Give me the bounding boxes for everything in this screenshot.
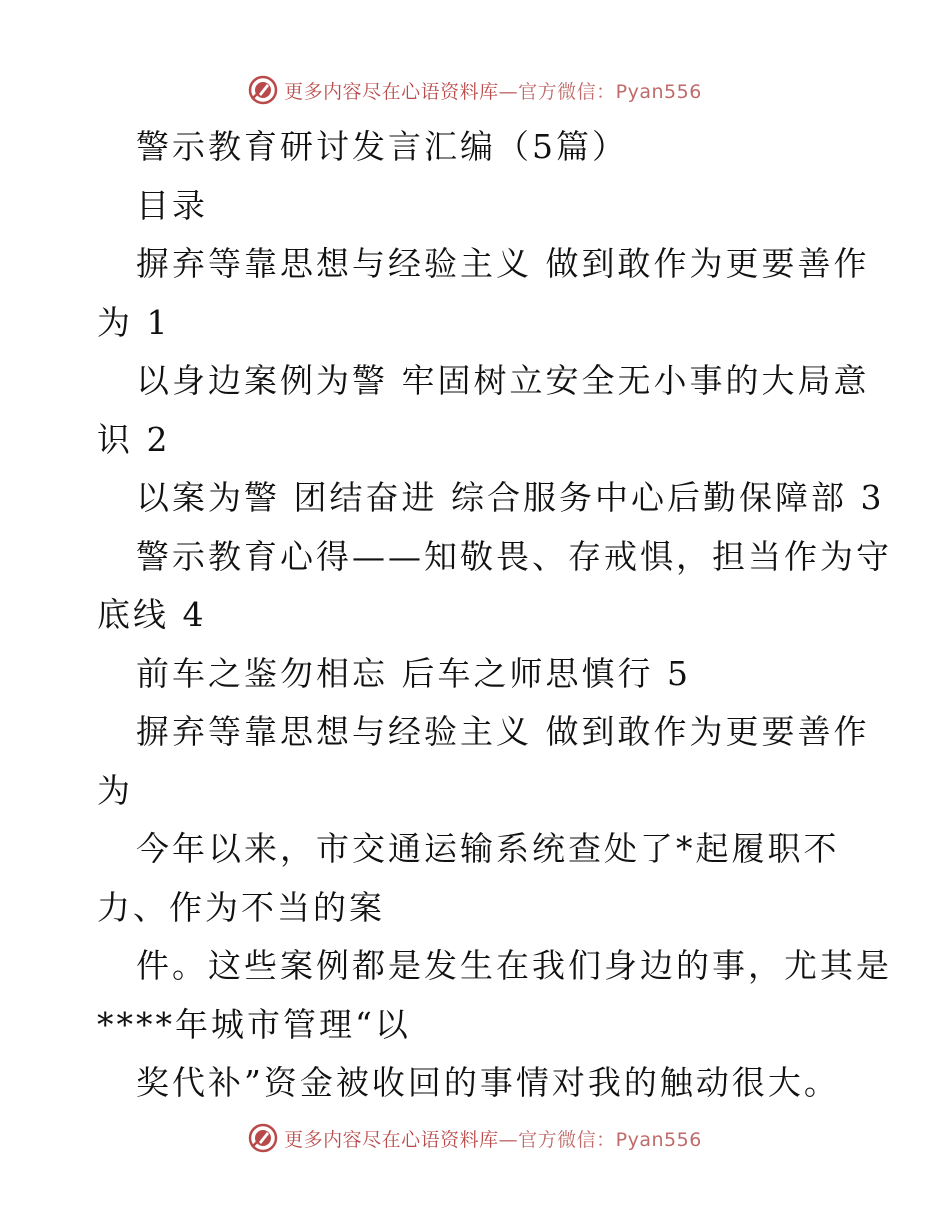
toc-item-4: 警示教育心得——知敬畏、存戒惧，担当作为守: [136, 536, 892, 576]
header-banner: [0, 70, 950, 110]
toc-item-1: 摒弃等靠思想与经验主义 做到敢作为更要善作: [136, 244, 870, 283]
toc-item-3: 以案为警 团结奋进 综合服务中心后勤保障部 3: [136, 478, 885, 517]
toc-item-2-cont: 识 2: [97, 419, 171, 459]
paragraph-line: 奖代补”资金被收回的事情对我的触动很大。: [136, 1063, 840, 1102]
header-banner-text: [284, 77, 702, 104]
paragraph-line: 今年以来，市交通运输系统查处了*起履职不: [136, 829, 840, 868]
footer-banner: [0, 1118, 950, 1158]
pen-seal-icon: [248, 1123, 278, 1153]
footer-banner-text: [284, 1125, 702, 1152]
document-title: 警示教育研讨发言汇编（5篇）: [136, 127, 628, 166]
paragraph-line: ****年城市管理“以: [97, 1004, 411, 1044]
header-banner-title: 更多内容尽在心语资料库: [284, 80, 499, 103]
paragraph-line: 力、作为不当的案: [97, 887, 385, 927]
footer-banner-title: 更多内容尽在心语资料库: [284, 1128, 499, 1151]
toc-item-1-cont: 为 1: [97, 302, 171, 342]
section-heading-cont: 为: [97, 770, 133, 810]
header-banner-contact: —官方微信：Pyan556: [498, 80, 702, 103]
paragraph-line: 件。这些案例都是发生在我们身边的事，尤其是: [136, 946, 892, 985]
footer-banner-contact: —官方微信：Pyan556: [498, 1128, 702, 1151]
section-heading: 摒弃等靠思想与经验主义 做到敢作为更要善作: [136, 712, 870, 751]
toc-item-2: 以身边案例为警 牢固树立安全无小事的大局意: [136, 361, 870, 400]
toc-heading: 目录: [136, 185, 208, 225]
toc-item-5: 前车之鉴勿相忘 后车之师思慎行 5: [136, 653, 691, 693]
toc-item-4-cont: 底线 4: [97, 595, 207, 634]
pen-seal-icon: [248, 75, 278, 105]
document-body: [97, 118, 892, 1113]
